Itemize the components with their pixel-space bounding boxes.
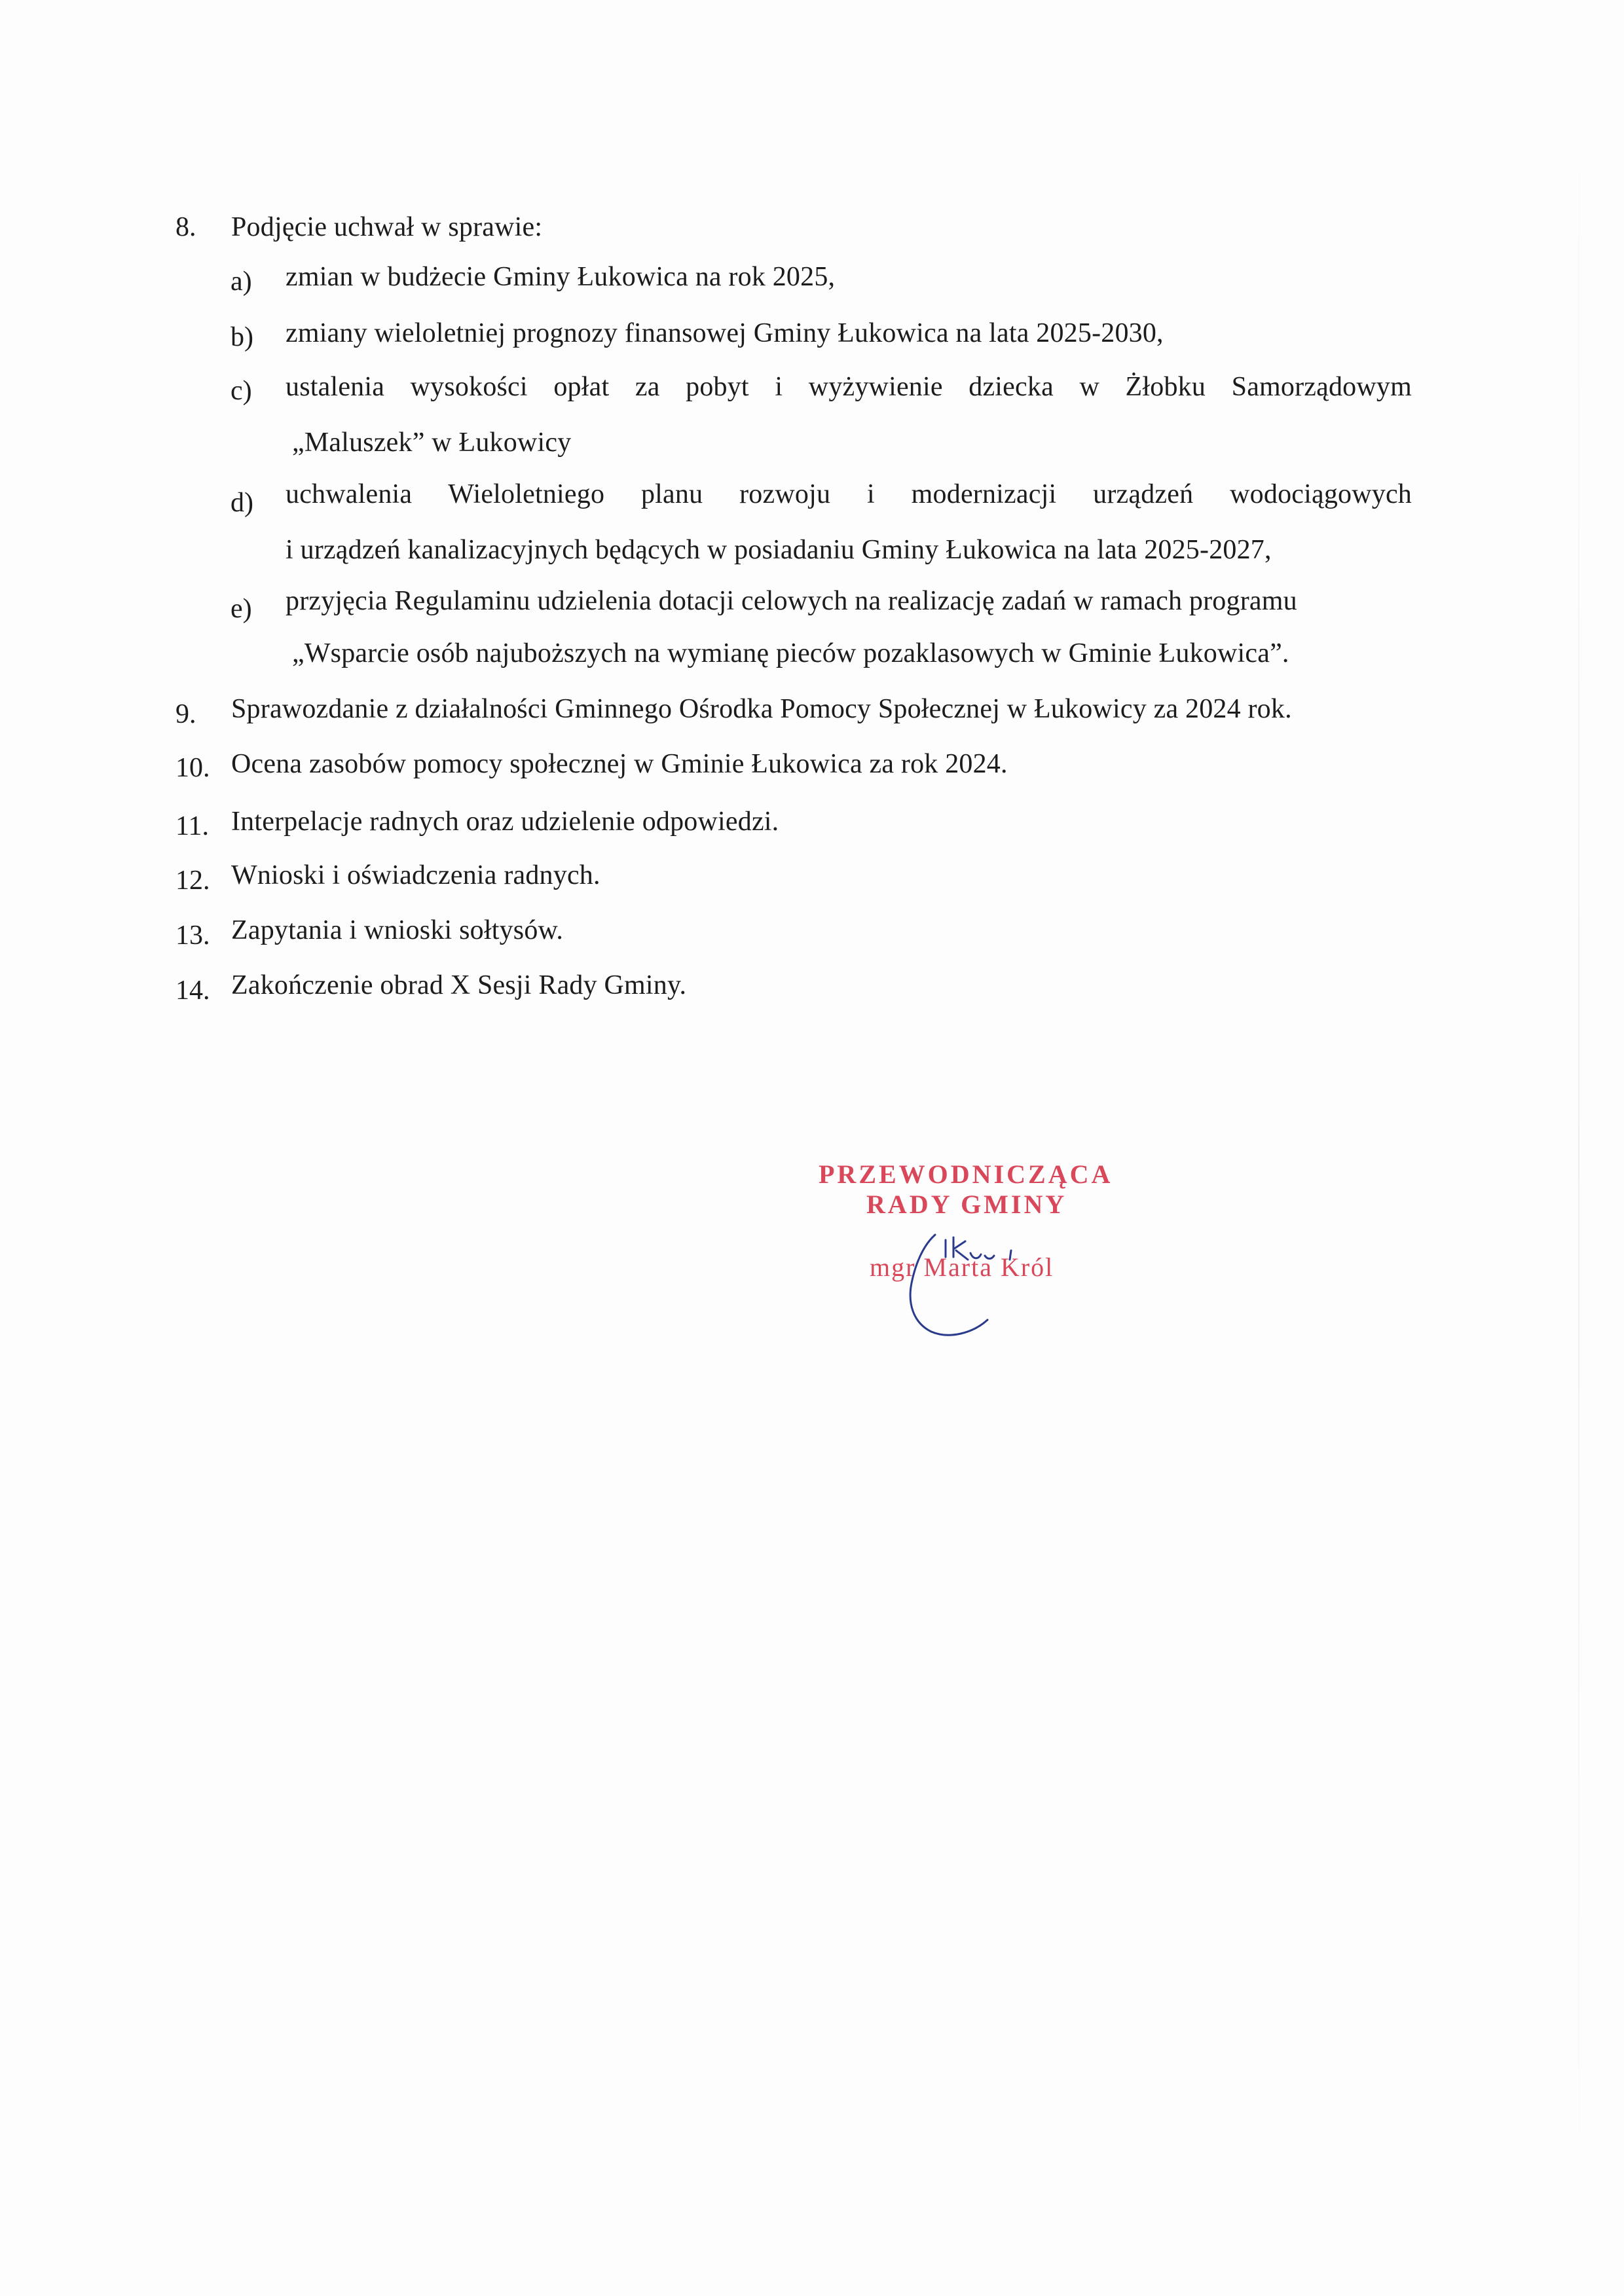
subitem-e-text-line2: „Wsparcie osób najuboższych na wymianę pieców pozaklasowych w Gminie Łukowica”. [292,638,1289,668]
agenda-item-14-text: Zakończenie obrad X Sesji Rady Gminy. [231,970,687,1000]
subitem-b-text: zmiany wieloletniej prognozy finansowej Gminy Łukowica na lata 2025-2030, [286,318,1164,348]
subitem-d-text-line2: i urządzeń kanalizacyjnych będących w posiadaniu Gminy Łukowica na lata 2025-2027, [286,535,1272,565]
agenda-item-10-number: 10. [175,753,210,783]
stamp-name: mgr Marta Król [870,1252,1054,1282]
subitem-c-letter: c) [231,376,252,406]
subitem-a-letter: a) [231,266,252,297]
agenda-item-8-title: Podjęcie uchwał w sprawie: [231,212,543,242]
agenda-item-11-text: Interpelacje radnych oraz udzielenie odpowiedzi. [231,807,779,837]
scan-edge [1578,52,1579,2252]
subitem-c-text-line2: „Maluszek” w Łukowicy [292,428,572,458]
agenda-item-12-text: Wnioski i oświadczenia radnych. [231,860,600,890]
agenda-item-13-text: Zapytania i wnioski sołtysów. [231,915,564,945]
agenda-item-13-number: 13. [175,920,210,951]
agenda-item-9-text: Sprawozdanie z działalności Gminnego Ośrodka Pomocy Społecznej w Łukowicy za 2024 rok. [231,694,1292,724]
subitem-b-letter: b) [231,322,253,352]
subitem-d-letter: d) [231,488,253,518]
agenda-item-12-number: 12. [175,866,210,896]
subitem-e-letter: e) [231,594,252,624]
subitem-e-text-line1: przyjęcia Regulaminu udzielenia dotacji celowych na realizację zadań w ramach programu [286,586,1297,616]
stamp-title-line2: RADY GMINY [866,1190,1067,1219]
subitem-c-text-line1: ustalenia wysokości opłat za pobyt i wyżywienie dziecka w Żłobku Samorządowym [286,372,1412,402]
agenda-item-8-number: 8. [175,212,196,242]
agenda-item-10-text: Ocena zasobów pomocy społecznej w Gminie Łukowica za rok 2024. [231,749,1008,779]
agenda-item-9-number: 9. [175,699,196,729]
subitem-a-text: zmian w budżecie Gminy Łukowica na rok 2025, [286,262,836,292]
handwritten-signature [897,1231,1028,1342]
agenda-item-14-number: 14. [175,975,210,1006]
stamp-title-line1: PRZEWODNICZĄCA [819,1159,1113,1189]
agenda-item-11-number: 11. [175,811,209,841]
subitem-d-text-line1: uchwalenia Wieloletniego planu rozwoju i modernizacji urządzeń wodociągowych [286,479,1412,509]
